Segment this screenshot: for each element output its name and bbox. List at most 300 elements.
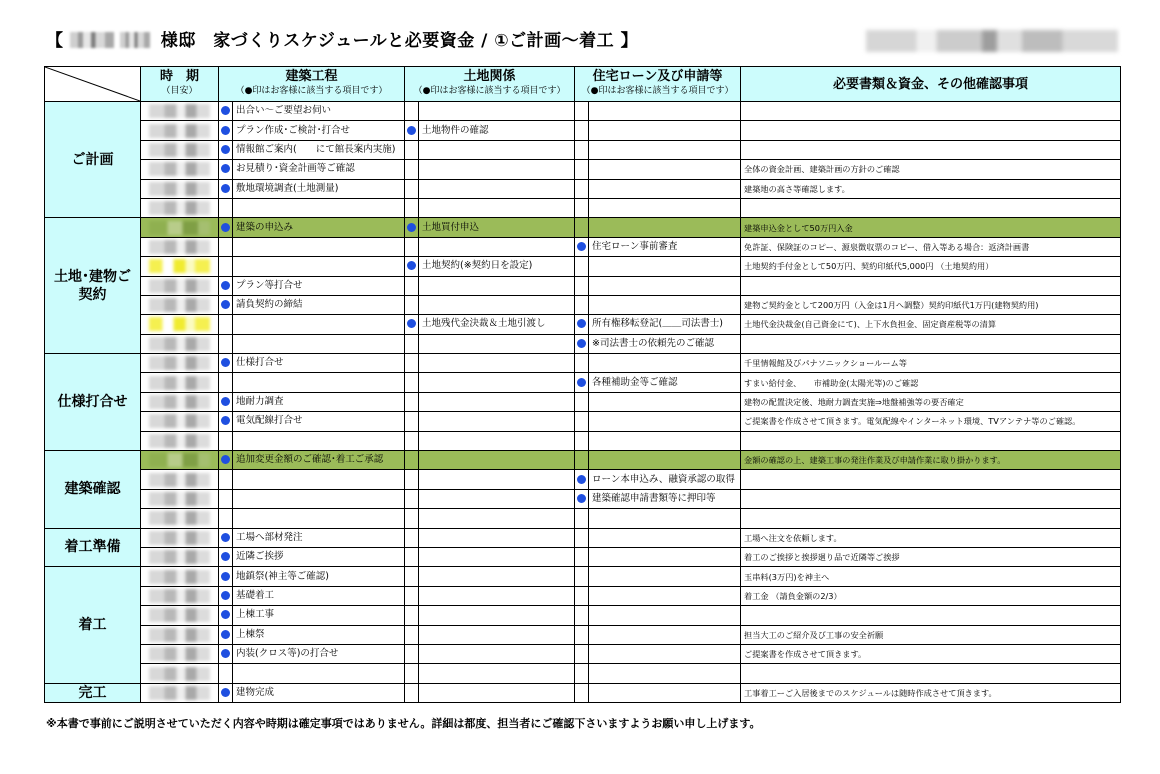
land-cell: [419, 373, 575, 392]
table-row: [45, 547, 1121, 566]
header-row: [45, 67, 1121, 102]
page-title: [46, 26, 638, 51]
land-marker-cell: [405, 625, 419, 644]
redacted-company-logo: [866, 30, 1118, 52]
loan-marker-cell: [575, 121, 589, 140]
loan-cell: [589, 295, 741, 314]
bullet-icon: [221, 630, 230, 639]
bullet-icon: [407, 223, 416, 232]
bullet-icon: [221, 455, 230, 464]
land-marker-cell: [405, 257, 419, 276]
stage-label: 着工準備: [45, 528, 141, 567]
table-row: [45, 140, 1121, 159]
construction-marker-cell: [219, 392, 233, 411]
redacted-date: [149, 511, 210, 525]
docs-cell: 土地契約手付金として50万円、契約印紙代5,000円 （土地契約用）: [741, 257, 1121, 276]
docs-cell: 金額の確認の上、建築工事の発注作業及び申請作業に取り掛かります。: [741, 451, 1121, 470]
period-cell: [141, 683, 219, 702]
loan-cell: [589, 179, 741, 198]
loan-marker-cell: [575, 547, 589, 566]
land-cell: [419, 625, 575, 644]
bullet-icon: [577, 378, 586, 387]
land-cell: [419, 509, 575, 528]
loan-marker-cell: [575, 257, 589, 276]
loan-marker-cell: [575, 431, 589, 450]
loan-cell: [589, 121, 741, 140]
land-marker-cell: [405, 315, 419, 334]
land-cell: [419, 179, 575, 198]
construction-marker-cell: [219, 373, 233, 392]
loan-cell: [589, 683, 741, 702]
land-marker-cell: [405, 412, 419, 431]
land-cell: 土地契約(※契約日を設定): [419, 257, 575, 276]
docs-cell: [741, 276, 1121, 295]
construction-marker-cell: [219, 683, 233, 702]
land-marker-cell: [405, 567, 419, 586]
loan-marker-cell: [575, 373, 589, 392]
period-cell: [141, 528, 219, 547]
land-cell: [419, 664, 575, 683]
redacted-date: [149, 259, 210, 273]
period-cell: [141, 257, 219, 276]
loan-marker-cell: [575, 470, 589, 489]
docs-cell: 着工のご挨拶と挨拶廻り品で近隣等ご挨拶: [741, 547, 1121, 566]
table-row: [45, 295, 1121, 314]
bullet-icon: [221, 358, 230, 367]
stage-label: 仕様打合せ: [45, 354, 141, 451]
land-marker-cell: [405, 586, 419, 605]
loan-marker-cell: [575, 237, 589, 256]
loan-cell: [589, 586, 741, 605]
bullet-icon: [221, 610, 230, 619]
redacted-date: [149, 570, 210, 584]
docs-cell: 工事着工ーご入居後までのスケジュールは随時作成させて頂きます。: [741, 683, 1121, 702]
land-cell: [419, 489, 575, 508]
header-period: 時 期 （目安）: [141, 67, 219, 102]
construction-cell: お見積り･資金計画等ご確認: [233, 160, 405, 179]
construction-marker-cell: [219, 509, 233, 528]
loan-cell: [589, 528, 741, 547]
docs-cell: ご提案書を作成させて頂きます。電気配線やインターネット環境、TVアンテナ等のご確認。: [741, 412, 1121, 431]
land-cell: [419, 295, 575, 314]
land-marker-cell: [405, 334, 419, 353]
loan-marker-cell: [575, 315, 589, 334]
land-cell: [419, 334, 575, 353]
table-row: [45, 218, 1121, 237]
land-marker-cell: [405, 237, 419, 256]
land-marker-cell: [405, 140, 419, 159]
table-row: [45, 567, 1121, 586]
table-row: [45, 664, 1121, 683]
docs-cell: [741, 121, 1121, 140]
header-construction: 建築工程 （●印はお客様に該当する項目です）: [219, 67, 405, 102]
docs-cell: [741, 334, 1121, 353]
table-row: [45, 431, 1121, 450]
table-row: [45, 683, 1121, 702]
bullet-icon: [407, 126, 416, 135]
land-marker-cell: [405, 528, 419, 547]
period-cell: [141, 412, 219, 431]
land-marker-cell: [405, 509, 419, 528]
construction-marker-cell: [219, 140, 233, 159]
loan-cell: [589, 218, 741, 237]
period-cell: [141, 198, 219, 217]
bullet-icon: [221, 126, 230, 135]
land-marker-cell: [405, 102, 419, 121]
period-cell: [141, 431, 219, 450]
bullet-icon: [221, 591, 230, 600]
bullet-icon: [577, 242, 586, 251]
bullet-icon: [221, 223, 230, 232]
period-cell: [141, 354, 219, 373]
bullet-icon: [577, 339, 586, 348]
docs-cell: 土地代金決裁金(自己資金にて)、上下水負担金、固定資産税等の清算: [741, 315, 1121, 334]
loan-marker-cell: [575, 276, 589, 295]
land-cell: [419, 412, 575, 431]
land-cell: [419, 644, 575, 663]
land-marker-cell: [405, 547, 419, 566]
land-cell: [419, 431, 575, 450]
loan-cell: [589, 160, 741, 179]
construction-cell: 地鎮祭(神主等ご確認): [233, 567, 405, 586]
construction-cell: 情報館ご案内( にて館長案内実施): [233, 140, 405, 159]
docs-cell: ご提案書を作成させて頂きます。: [741, 644, 1121, 663]
bullet-icon: [221, 552, 230, 561]
construction-cell: [233, 257, 405, 276]
land-marker-cell: [405, 121, 419, 140]
redacted-date: [149, 628, 210, 642]
loan-marker-cell: [575, 140, 589, 159]
construction-cell: 電気配線打合せ: [233, 412, 405, 431]
period-cell: [141, 102, 219, 121]
docs-cell: [741, 664, 1121, 683]
bullet-icon: [221, 145, 230, 154]
construction-marker-cell: [219, 528, 233, 547]
table-row: [45, 528, 1121, 547]
docs-cell: 担当大工のご紹介及び工事の安全祈願: [741, 625, 1121, 644]
bullet-icon: [577, 494, 586, 503]
docs-cell: [741, 140, 1121, 159]
redacted-date: [149, 298, 210, 312]
redacted-date: [149, 667, 210, 681]
construction-marker-cell: [219, 431, 233, 450]
period-cell: [141, 218, 219, 237]
land-cell: 土地物件の確認: [419, 121, 575, 140]
loan-marker-cell: [575, 198, 589, 217]
construction-cell: プラン作成･ご検討･打合せ: [233, 121, 405, 140]
land-cell: [419, 606, 575, 625]
period-cell: [141, 276, 219, 295]
construction-marker-cell: [219, 664, 233, 683]
table-row: [45, 276, 1121, 295]
construction-marker-cell: [219, 257, 233, 276]
land-cell: [419, 683, 575, 702]
loan-marker-cell: [575, 528, 589, 547]
land-cell: 土地買付申込: [419, 218, 575, 237]
loan-marker-cell: [575, 334, 589, 353]
table-row: [45, 102, 1121, 121]
loan-cell: [589, 547, 741, 566]
construction-cell: 地耐力調査: [233, 392, 405, 411]
redacted-date: [149, 531, 210, 545]
docs-cell: [741, 470, 1121, 489]
construction-cell: 建築の申込み: [233, 218, 405, 237]
docs-cell: 免許証、保険証のコピー、源泉徴収票のコピー、借入等ある場合：返済計画書: [741, 237, 1121, 256]
construction-marker-cell: [219, 334, 233, 353]
redacted-date: [149, 182, 210, 196]
redacted-date: [149, 395, 210, 409]
table-row: [45, 160, 1121, 179]
land-marker-cell: [405, 431, 419, 450]
land-marker-cell: [405, 179, 419, 198]
land-cell: [419, 140, 575, 159]
docs-cell: 千里情報館及びパナソニックショールーム等: [741, 354, 1121, 373]
period-cell: [141, 373, 219, 392]
stage-label: 建築確認: [45, 451, 141, 529]
loan-cell: ※司法書士の依頼先のご確認: [589, 334, 741, 353]
loan-cell: [589, 625, 741, 644]
bullet-icon: [221, 416, 230, 425]
period-cell: [141, 606, 219, 625]
land-marker-cell: [405, 644, 419, 663]
land-marker-cell: [405, 451, 419, 470]
table-row: [45, 334, 1121, 353]
construction-cell: [233, 489, 405, 508]
loan-marker-cell: [575, 354, 589, 373]
redacted-date: [149, 356, 210, 370]
redacted-date: [149, 647, 210, 661]
loan-cell: [589, 354, 741, 373]
table-row: [45, 451, 1121, 470]
header-corner: [45, 67, 141, 102]
title-text: 様邸 家づくりスケジュールと必要資金 / ①ご計画～着工 】: [160, 31, 639, 51]
docs-cell: 建築地の高さ等確認します。: [741, 179, 1121, 198]
loan-marker-cell: [575, 102, 589, 121]
period-cell: [141, 237, 219, 256]
bullet-icon: [577, 475, 586, 484]
docs-cell: [741, 509, 1121, 528]
construction-cell: プラン等打合せ: [233, 276, 405, 295]
loan-marker-cell: [575, 683, 589, 702]
loan-cell: [589, 140, 741, 159]
construction-marker-cell: [219, 586, 233, 605]
docs-cell: 建築申込金として50万円入金: [741, 218, 1121, 237]
table-row: [45, 586, 1121, 605]
table-row: [45, 644, 1121, 663]
redacted-date: [149, 473, 210, 487]
loan-cell: ローン本申込み、融資承認の取得: [589, 470, 741, 489]
construction-cell: 追加変更金額のご確認･着工ご承認: [233, 451, 405, 470]
table-row: [45, 179, 1121, 198]
redacted-date: [149, 104, 210, 118]
loan-cell: 所有権移転登記(＿＿司法書士): [589, 315, 741, 334]
stage-label: ご計画: [45, 102, 141, 218]
construction-cell: 内装(クロス等)の打合せ: [233, 644, 405, 663]
bullet-icon: [407, 319, 416, 328]
loan-marker-cell: [575, 160, 589, 179]
header-docs: 必要書類＆資金、その他確認事項: [741, 67, 1121, 102]
table-row: [45, 625, 1121, 644]
redacted-date: [149, 550, 210, 564]
table-row: [45, 354, 1121, 373]
loan-marker-cell: [575, 567, 589, 586]
stage-label: 土地･建物ご契約: [45, 218, 141, 354]
period-cell: [141, 644, 219, 663]
loan-cell: 住宅ローン事前審査: [589, 237, 741, 256]
docs-cell: すまい給付金、 市補助金(太陽光等)のご確認: [741, 373, 1121, 392]
period-cell: [141, 451, 219, 470]
period-cell: [141, 295, 219, 314]
redacted-customer-name: [70, 32, 114, 48]
bullet-icon: [221, 397, 230, 406]
period-cell: [141, 489, 219, 508]
loan-marker-cell: [575, 451, 589, 470]
construction-marker-cell: [219, 567, 233, 586]
bullet-icon: [221, 184, 230, 193]
construction-marker-cell: [219, 237, 233, 256]
construction-marker-cell: [219, 102, 233, 121]
bullet-icon: [221, 106, 230, 115]
table-row: [45, 489, 1121, 508]
period-cell: [141, 334, 219, 353]
construction-marker-cell: [219, 218, 233, 237]
construction-marker-cell: [219, 315, 233, 334]
table-row: [45, 412, 1121, 431]
loan-marker-cell: [575, 644, 589, 663]
construction-marker-cell: [219, 451, 233, 470]
redacted-date: [149, 317, 210, 331]
construction-marker-cell: [219, 276, 233, 295]
land-cell: [419, 567, 575, 586]
land-cell: 土地残代金決裁＆土地引渡し: [419, 315, 575, 334]
loan-cell: 各種補助金等ご確認: [589, 373, 741, 392]
loan-cell: [589, 276, 741, 295]
loan-cell: [589, 392, 741, 411]
loan-cell: [589, 257, 741, 276]
construction-cell: 上棟祭: [233, 625, 405, 644]
loan-cell: [589, 412, 741, 431]
docs-cell: [741, 431, 1121, 450]
construction-cell: [233, 470, 405, 489]
loan-marker-cell: [575, 412, 589, 431]
period-cell: [141, 625, 219, 644]
table-row: [45, 470, 1121, 489]
period-cell: [141, 315, 219, 334]
land-marker-cell: [405, 489, 419, 508]
docs-cell: 建物の配置決定後、地耐力調査実施⇒地盤補強等の要否確定: [741, 392, 1121, 411]
construction-cell: 敷地環境調査(土地測量): [233, 179, 405, 198]
construction-marker-cell: [219, 295, 233, 314]
table-row: [45, 315, 1121, 334]
header-land: 土地関係 （●印はお客様に該当する項目です）: [405, 67, 575, 102]
land-cell: [419, 586, 575, 605]
redacted-date: [149, 124, 210, 138]
construction-cell: [233, 198, 405, 217]
land-cell: [419, 354, 575, 373]
land-cell: [419, 276, 575, 295]
construction-marker-cell: [219, 198, 233, 217]
redacted-date: [149, 453, 210, 467]
construction-cell: [233, 334, 405, 353]
loan-cell: [589, 451, 741, 470]
construction-cell: 基礎着工: [233, 586, 405, 605]
table-row: [45, 257, 1121, 276]
construction-cell: [233, 237, 405, 256]
bullet-icon: [577, 319, 586, 328]
docs-cell: 玉串料(3万円)を神主へ: [741, 567, 1121, 586]
construction-cell: [233, 373, 405, 392]
period-cell: [141, 509, 219, 528]
bullet-icon: [221, 649, 230, 658]
loan-marker-cell: [575, 664, 589, 683]
redacted-date: [149, 434, 210, 448]
docs-cell: [741, 606, 1121, 625]
loan-cell: [589, 198, 741, 217]
land-marker-cell: [405, 664, 419, 683]
period-cell: [141, 179, 219, 198]
land-marker-cell: [405, 606, 419, 625]
loan-cell: [589, 431, 741, 450]
land-marker-cell: [405, 683, 419, 702]
land-cell: [419, 102, 575, 121]
redacted-date: [149, 589, 210, 603]
construction-cell: [233, 509, 405, 528]
loan-marker-cell: [575, 606, 589, 625]
docs-cell: 建物ご契約金として200万円（入金は1月へ調整）契約印紙代1万円(建物契約用): [741, 295, 1121, 314]
construction-cell: 上棟工事: [233, 606, 405, 625]
loan-cell: [589, 644, 741, 663]
construction-cell: 仕様打合せ: [233, 354, 405, 373]
loan-cell: [589, 509, 741, 528]
stage-label: 着工: [45, 567, 141, 683]
loan-cell: [589, 606, 741, 625]
redacted-date: [149, 686, 210, 700]
period-cell: [141, 470, 219, 489]
redacted-date: [149, 492, 210, 506]
construction-marker-cell: [219, 547, 233, 566]
construction-marker-cell: [219, 354, 233, 373]
period-cell: [141, 567, 219, 586]
stage-label: 完工: [45, 683, 141, 702]
land-marker-cell: [405, 198, 419, 217]
loan-cell: [589, 102, 741, 121]
bullet-icon: [221, 572, 230, 581]
land-cell: [419, 237, 575, 256]
land-cell: [419, 198, 575, 217]
construction-marker-cell: [219, 644, 233, 663]
docs-cell: 着工金 （請負金額の2/3）: [741, 586, 1121, 605]
table-row: [45, 606, 1121, 625]
loan-marker-cell: [575, 625, 589, 644]
construction-marker-cell: [219, 160, 233, 179]
docs-cell: 工場へ注文を依頼します。: [741, 528, 1121, 547]
loan-marker-cell: [575, 218, 589, 237]
construction-marker-cell: [219, 489, 233, 508]
bullet-icon: [221, 300, 230, 309]
loan-marker-cell: [575, 586, 589, 605]
bullet-icon: [221, 688, 230, 697]
redacted-date: [149, 337, 210, 351]
period-cell: [141, 547, 219, 566]
construction-cell: 工場へ部材発注: [233, 528, 405, 547]
construction-marker-cell: [219, 470, 233, 489]
loan-cell: [589, 567, 741, 586]
redacted-date: [149, 143, 210, 157]
construction-cell: [233, 315, 405, 334]
title-prefix: 【: [46, 31, 64, 51]
table-row: [45, 509, 1121, 528]
loan-marker-cell: [575, 509, 589, 528]
